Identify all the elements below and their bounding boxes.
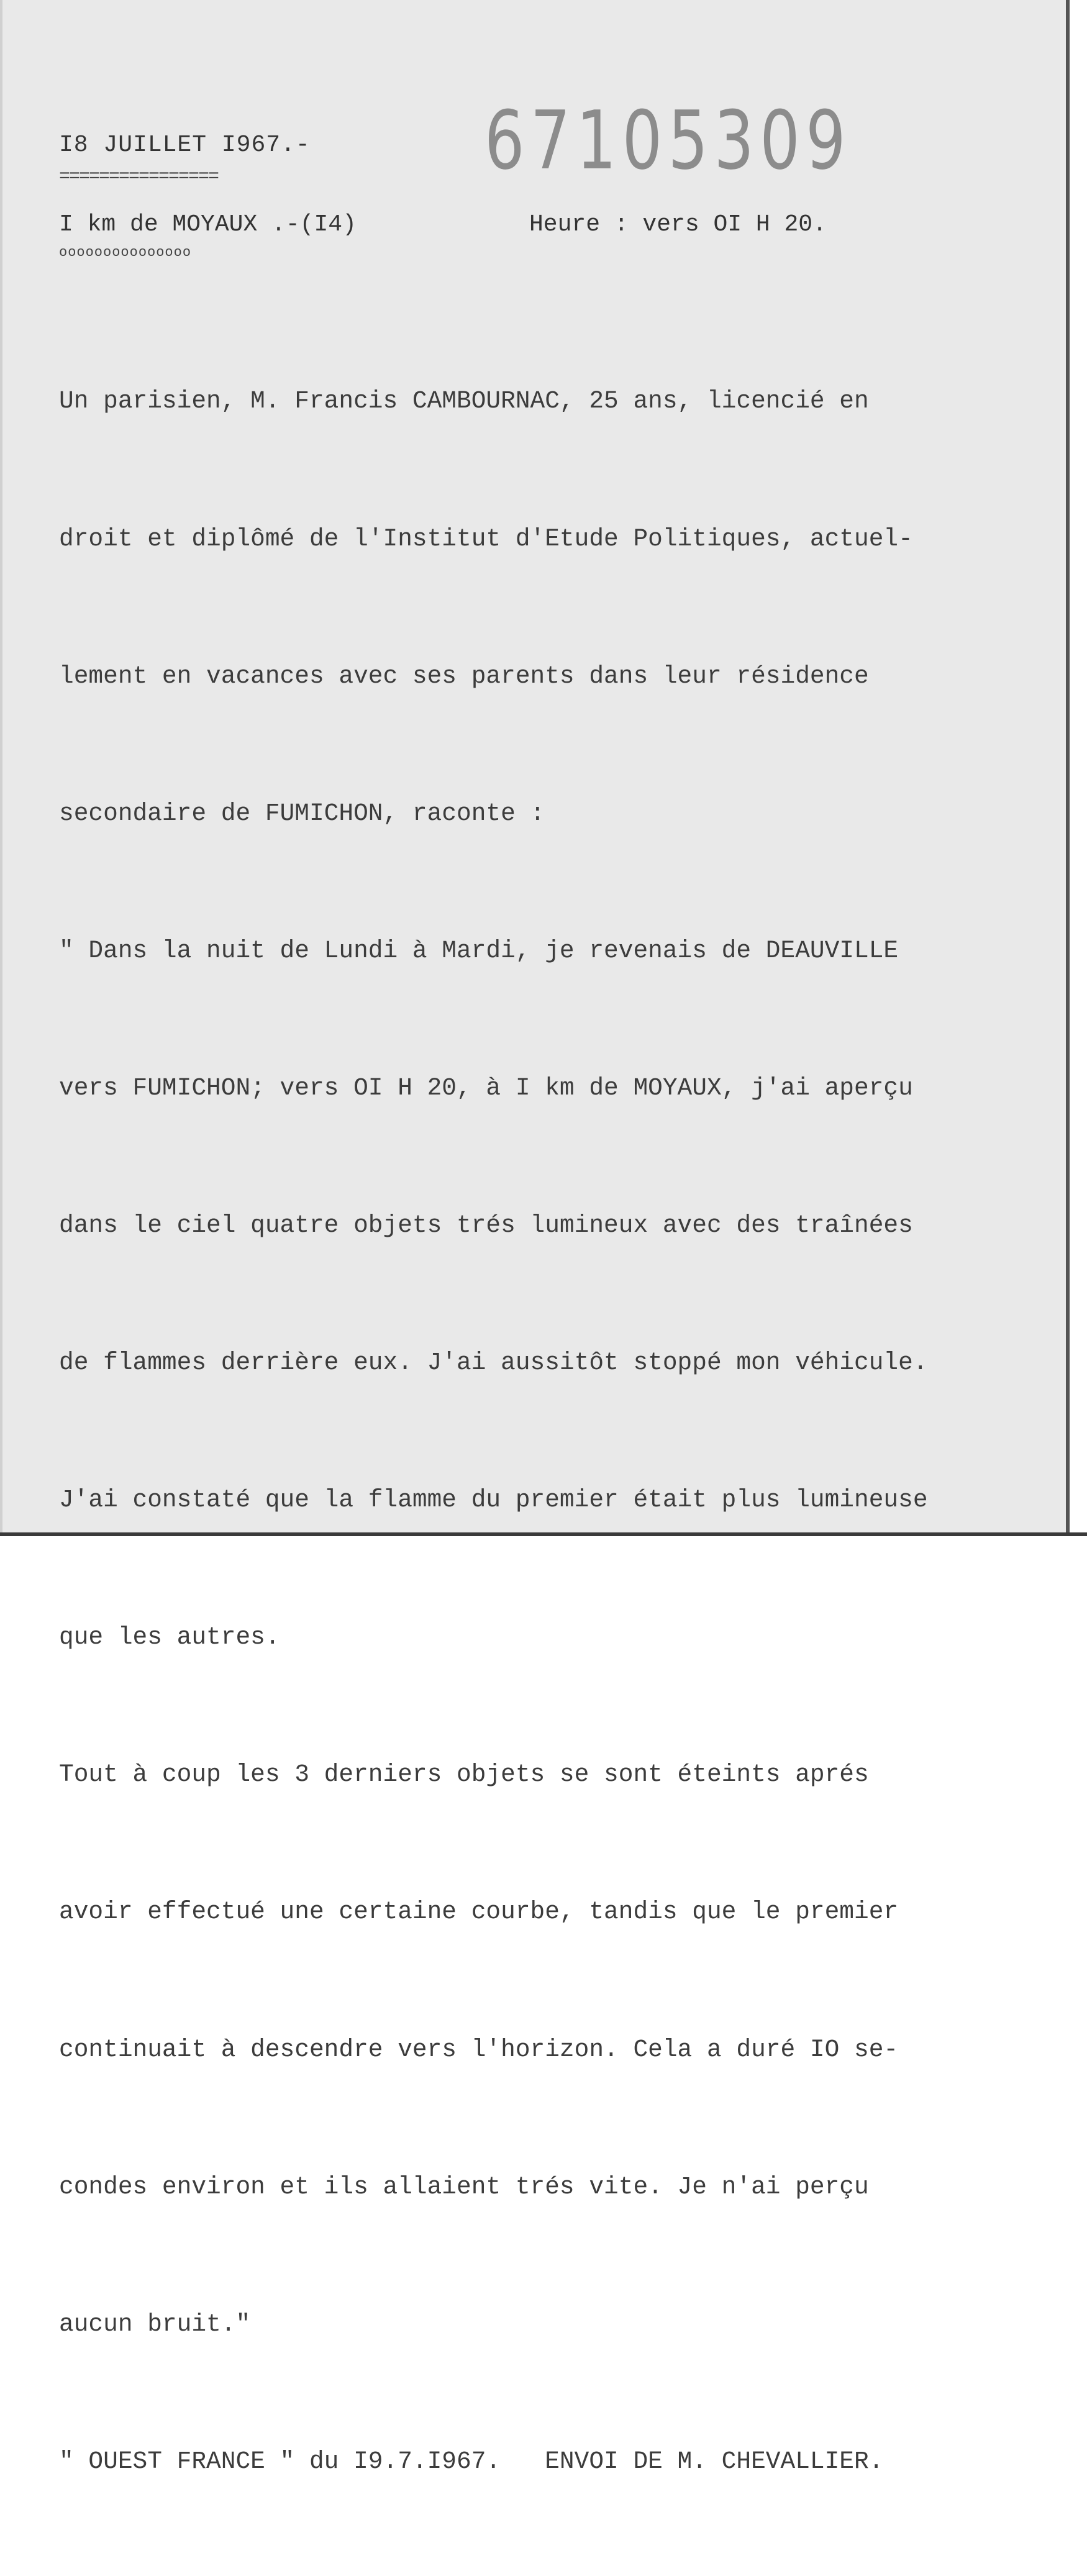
source-line: " OUEST FRANCE " du I9.7.I967. ENVOI DE M. CHEVALLIER. [59,2447,884,2475]
body-line: dans le ciel quatre objets trés lumineux avec des traînées [59,1211,913,1239]
body-line: condes environ et ils allaient trés vite. Je n'ai perçu [59,2172,869,2201]
body-line: de flammes derrière eux. J'ai aussitôt stoppé mon véhicule. [59,1349,928,1377]
body-line: que les autres. [59,1623,280,1652]
body-line: " Dans la nuit de Lundi à Mardi, je revenais de DEAUVILLE [59,936,899,965]
body-line: droit et diplômé de l'Institut d'Etude Politiques, actuel- [59,524,913,553]
location-heading: I km de MOYAUX .-(I4) [59,211,357,238]
date-underline: ================ [59,166,219,188]
body-line: Un parisien, M. Francis CAMBOURNAC, 25 ans, licencié en [59,387,869,416]
report-body [59,287,1028,2576]
body-line: J'ai constaté que la flamme du premier était plus lumineuse [59,1486,928,1514]
time-heading: Heure : vers OI H 20. [529,211,827,238]
body-line: aucun bruit." [59,2310,251,2338]
archive-stamp-number: 67105309 [484,93,852,188]
location-underline: ooooooooooooooo [59,245,192,260]
body-line: vers FUMICHON; vers OI H 20, à I km de MOYAUX, j'ai aperçu [59,1073,913,1102]
scan-edge-left [0,0,2,1540]
body-line: lement en vacances avec ses parents dans leur résidence [59,662,869,690]
body-line: avoir effectué une certaine courbe, tandis que le premier [59,1898,899,1926]
document-date: I8 JUILLET I967.- [59,132,311,158]
body-line: secondaire de FUMICHON, raconte : [59,799,545,827]
scan-margin-right [1070,0,1087,1540]
body-line: continuait à descendre vers l'horizon. Cela a duré IO se- [59,2035,899,2064]
scan-edge-right [1066,0,1070,1540]
body-line: Tout à coup les 3 derniers objets se sont éteints aprés [59,1760,869,1789]
